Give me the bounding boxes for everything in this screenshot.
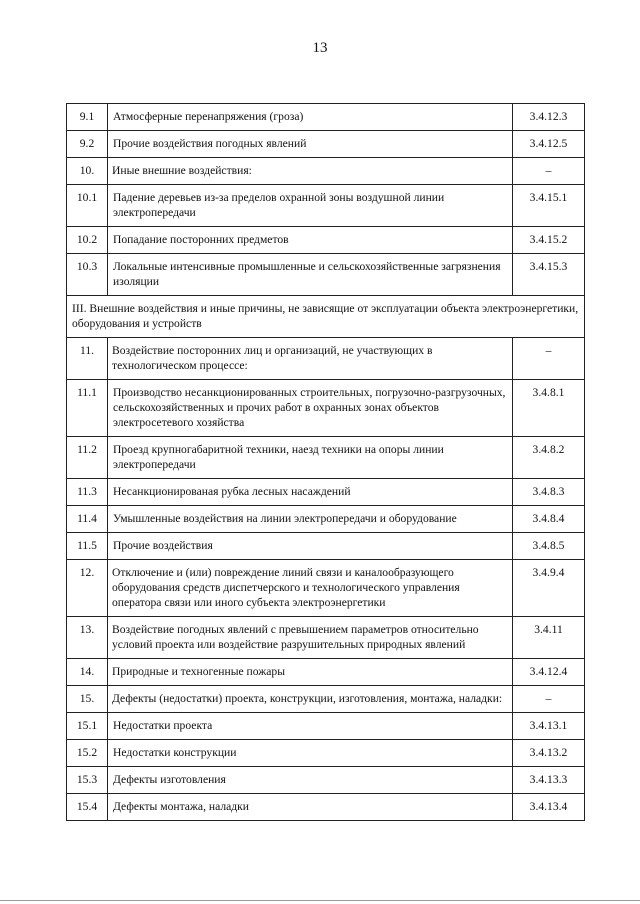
table-row bbox=[67, 533, 585, 560]
row-description: Прочие воздействия погодных явлений bbox=[108, 131, 513, 158]
row-reference: 3.4.13.3 bbox=[513, 767, 585, 794]
row-number: 15. bbox=[67, 686, 108, 713]
row-description: Недостатки конструкции bbox=[108, 740, 513, 767]
row-description: Отключение и (или) повреждение линий связи и каналообразующего оборудования средств диспетчерского и технологического управления оператора связи или иного субъекта электроэнергетики bbox=[108, 560, 513, 617]
causes-table bbox=[66, 103, 585, 821]
row-number: 15.2 bbox=[67, 740, 108, 767]
row-description: Производство несанкционированных строительных, погрузочно-разгрузочных, сельскохозяйственных и прочих работ в охранных зонах объектов электросетевого хозяйства bbox=[108, 380, 513, 437]
row-description: Дефекты изготовления bbox=[108, 767, 513, 794]
row-reference: 3.4.15.2 bbox=[513, 227, 585, 254]
table-row bbox=[67, 131, 585, 158]
row-reference: 3.4.13.1 bbox=[513, 713, 585, 740]
table-row bbox=[67, 227, 585, 254]
table-row bbox=[67, 437, 585, 479]
row-number: 11.3 bbox=[67, 479, 108, 506]
row-number: 11. bbox=[67, 338, 108, 380]
section-heading: III. Внешние воздействия и иные причины, не зависящие от эксплуатации объекта электроэнергетики, оборудования и устройств bbox=[67, 296, 585, 338]
row-number: 14. bbox=[67, 659, 108, 686]
row-description: Дефекты монтажа, наладки bbox=[108, 794, 513, 821]
row-reference: 3.4.8.5 bbox=[513, 533, 585, 560]
table-row bbox=[67, 380, 585, 437]
table-row bbox=[67, 185, 585, 227]
table-row bbox=[67, 506, 585, 533]
table-row bbox=[67, 617, 585, 659]
row-reference: 3.4.12.5 bbox=[513, 131, 585, 158]
row-number: 11.1 bbox=[67, 380, 108, 437]
row-reference: 3.4.8.1 bbox=[513, 380, 585, 437]
row-reference: 3.4.11 bbox=[513, 617, 585, 659]
row-reference: – bbox=[513, 338, 585, 380]
row-description: Атмосферные перенапряжения (гроза) bbox=[108, 104, 513, 131]
row-number: 10. bbox=[67, 158, 108, 185]
row-reference: 3.4.12.3 bbox=[513, 104, 585, 131]
row-description: Умышленные воздействия на линии электропередачи и оборудование bbox=[108, 506, 513, 533]
row-number: 15.3 bbox=[67, 767, 108, 794]
row-description: Несанкционированая рубка лесных насаждений bbox=[108, 479, 513, 506]
row-reference: 3.4.15.1 bbox=[513, 185, 585, 227]
row-number: 9.2 bbox=[67, 131, 108, 158]
table-row bbox=[67, 740, 585, 767]
row-number: 15.4 bbox=[67, 794, 108, 821]
row-description: Иные внешние воздействия: bbox=[108, 158, 513, 185]
row-number: 12. bbox=[67, 560, 108, 617]
table-row bbox=[67, 794, 585, 821]
row-number: 10.1 bbox=[67, 185, 108, 227]
row-description: Природные и техногенные пожары bbox=[108, 659, 513, 686]
row-number: 11.4 bbox=[67, 506, 108, 533]
row-reference: 3.4.8.4 bbox=[513, 506, 585, 533]
row-reference: – bbox=[513, 158, 585, 185]
row-reference: 3.4.12.4 bbox=[513, 659, 585, 686]
row-description: Попадание посторонних предметов bbox=[108, 227, 513, 254]
table-row bbox=[67, 686, 585, 713]
row-reference: 3.4.8.2 bbox=[513, 437, 585, 479]
row-description: Недостатки проекта bbox=[108, 713, 513, 740]
table-row bbox=[67, 104, 585, 131]
row-number: 15.1 bbox=[67, 713, 108, 740]
table-row bbox=[67, 254, 585, 296]
row-description: Воздействие погодных явлений с превышением параметров относительно условий проекта или воздействие разрушительных природных явлений bbox=[108, 617, 513, 659]
row-description: Проезд крупногабаритной техники, наезд техники на опоры линии электропередачи bbox=[108, 437, 513, 479]
row-number: 11.2 bbox=[67, 437, 108, 479]
row-number: 10.3 bbox=[67, 254, 108, 296]
row-description: Прочие воздействия bbox=[108, 533, 513, 560]
table-row bbox=[67, 713, 585, 740]
row-reference: – bbox=[513, 686, 585, 713]
row-reference: 3.4.8.3 bbox=[513, 479, 585, 506]
table-row bbox=[67, 338, 585, 380]
page-bottom-edge bbox=[0, 900, 640, 901]
table-row bbox=[67, 560, 585, 617]
table-row bbox=[67, 479, 585, 506]
table-row bbox=[67, 659, 585, 686]
table-row bbox=[67, 767, 585, 794]
row-description: Локальные интенсивные промышленные и сельскохозяйственные загрязнения изоляции bbox=[108, 254, 513, 296]
row-number: 9.1 bbox=[67, 104, 108, 131]
row-number: 11.5 bbox=[67, 533, 108, 560]
row-reference: 3.4.13.2 bbox=[513, 740, 585, 767]
page-number: 13 bbox=[312, 40, 328, 56]
row-number: 13. bbox=[67, 617, 108, 659]
row-description: Дефекты (недостатки) проекта, конструкции, изготовления, монтажа, наладки: bbox=[108, 686, 513, 713]
row-number: 10.2 bbox=[67, 227, 108, 254]
row-reference: 3.4.13.4 bbox=[513, 794, 585, 821]
table-row bbox=[67, 158, 585, 185]
row-description: Воздействие посторонних лиц и организаций, не участвующих в технологическом процессе: bbox=[108, 338, 513, 380]
row-description: Падение деревьев из-за пределов охранной зоны воздушной линии электропередачи bbox=[108, 185, 513, 227]
section-row bbox=[67, 296, 585, 338]
row-reference: 3.4.9.4 bbox=[513, 560, 585, 617]
row-reference: 3.4.15.3 bbox=[513, 254, 585, 296]
table-body bbox=[67, 104, 585, 821]
